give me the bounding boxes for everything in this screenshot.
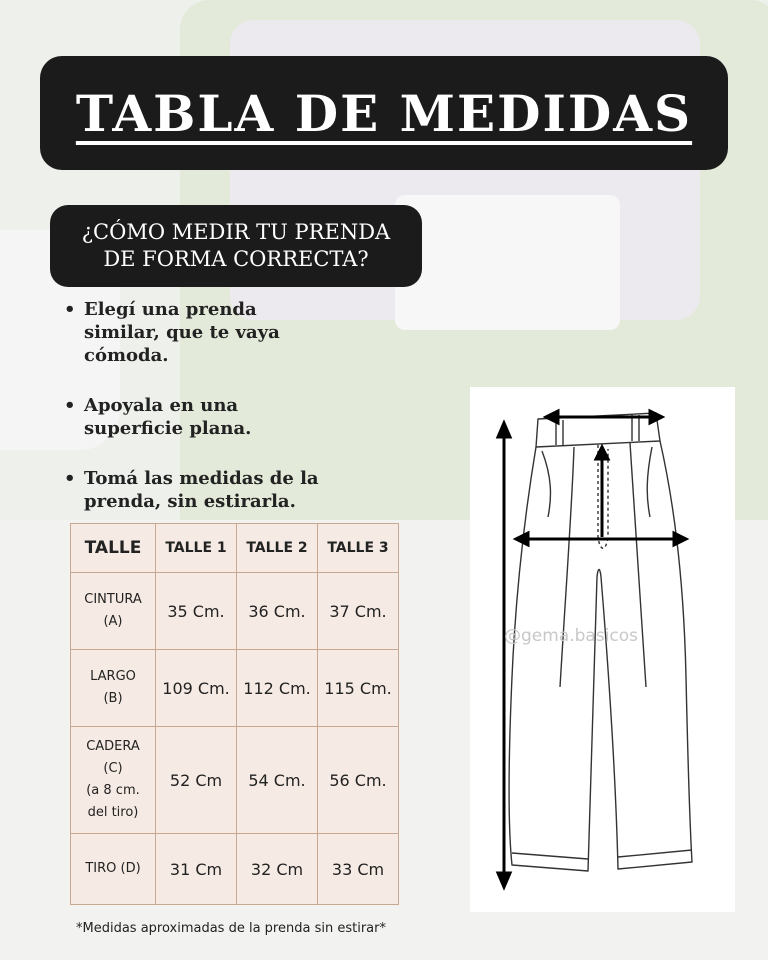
table-cell: 37 Cm. (318, 573, 399, 650)
table-cell: 115 Cm. (318, 650, 399, 727)
pants-diagram-card (470, 387, 735, 912)
row-label-cintura: CINTURA (A) (71, 573, 156, 650)
tip-item: • Tomá las medidas de la prenda, sin estirarla. (64, 468, 319, 512)
table-cell: 112 Cm. (237, 650, 318, 727)
title-banner (40, 56, 728, 170)
row-label-tiro: TIRO (D) (71, 834, 156, 905)
bullet-icon: • (64, 468, 76, 489)
table-row (71, 834, 399, 905)
pants-measurement-diagram-icon (470, 387, 735, 912)
watermark: @gema.basicos (504, 626, 639, 646)
table-header: TALLE 1 (156, 524, 237, 573)
bullet-icon: • (64, 395, 76, 416)
size-table (70, 523, 399, 905)
table-cell: 54 Cm. (237, 727, 318, 834)
table-cell: 56 Cm. (318, 727, 399, 834)
page-title: TABLA DE MEDIDAS (75, 83, 693, 143)
table-header: TALLE 3 (318, 524, 399, 573)
subtitle-banner (50, 205, 422, 287)
table-row (71, 650, 399, 727)
table-header: TALLE (71, 524, 156, 573)
tip-item: • Apoyala en una superficie plana. (64, 395, 252, 439)
table-cell: 32 Cm (237, 834, 318, 905)
bullet-icon: • (64, 299, 76, 320)
table-row (71, 573, 399, 650)
row-label-cadera: CADERA (C) (a 8 cm. del tiro) (71, 727, 156, 834)
footnote: *Medidas aproximadas de la prenda sin estirar* (76, 921, 386, 936)
table-header-row (71, 524, 399, 573)
table-cell: 35 Cm. (156, 573, 237, 650)
subtitle-line-2: DE FORMA CORRECTA? (103, 247, 369, 271)
table-cell: 36 Cm. (237, 573, 318, 650)
table-row (71, 727, 399, 834)
table-header: TALLE 2 (237, 524, 318, 573)
table-cell: 33 Cm (318, 834, 399, 905)
tip-item: • Elegí una prenda similar, que te vaya cómoda. (64, 299, 280, 366)
tips-list (62, 298, 362, 513)
table-cell: 31 Cm (156, 834, 237, 905)
table-cell: 52 Cm (156, 727, 237, 834)
subtitle-line-1: ¿CÓMO MEDIR TU PRENDA (81, 220, 391, 244)
row-label-largo: LARGO (B) (71, 650, 156, 727)
table-cell: 109 Cm. (156, 650, 237, 727)
